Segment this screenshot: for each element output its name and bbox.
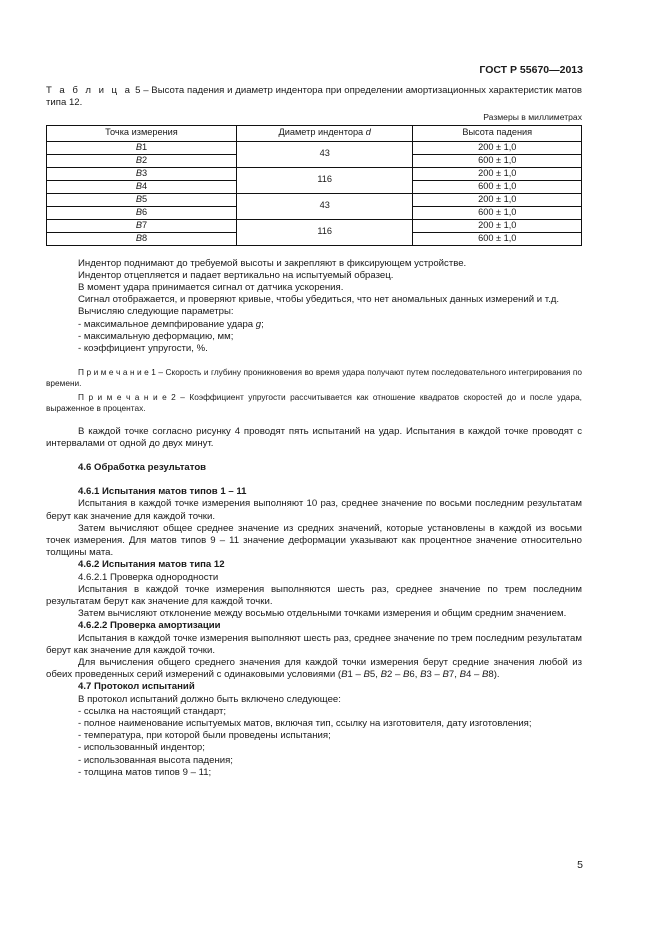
cell-height: 200 ± 1,0 [413, 167, 582, 180]
note-2: П р и м е ч а н и е 2 – Коэффициент упругости рассчитывается как отношение квадратов скоростей до и после удара, выраженное в процентах. [46, 392, 582, 414]
cell-height: 200 ± 1,0 [413, 141, 582, 154]
cell-height: 600 ± 1,0 [413, 232, 582, 245]
table-header-row [47, 125, 582, 141]
section-heading-4-6-2: 4.6.2 Испытания матов типа 12 [78, 559, 225, 571]
standard-header: ГОСТ Р 55670—2013 [479, 64, 583, 76]
cell-point: B5 [47, 193, 237, 206]
list-item: - ссылка на настоящий стандарт; [78, 705, 227, 717]
subsection-heading-4-6-2-1: 4.6.2.1 Проверка однородности [78, 571, 219, 583]
cell-point: B7 [47, 219, 237, 232]
section-heading-4-7: 4.7 Протокол испытаний [78, 681, 195, 693]
col-header-height: Высота падения [413, 125, 582, 141]
cell-height: 600 ± 1,0 [413, 180, 582, 193]
paragraph: Испытания в каждой точке измерения выполняются шесть раз, среднее значение по трем последним результатам берут как значение для каждой точки. [46, 583, 582, 608]
col-header-diameter: Диаметр индентора d [236, 125, 413, 141]
table-5 [46, 125, 582, 246]
page-number: 5 [577, 859, 583, 871]
list-item: - максимальную деформацию, мм; [78, 330, 234, 342]
cell-diameter: 43 [236, 193, 413, 219]
cell-point: B2 [47, 154, 237, 167]
cell-height: 600 ± 1,0 [413, 154, 582, 167]
paragraph: В каждой точке согласно рисунку 4 проводят пять испытаний на удар. Испытания в каждой точке проводят с интервалами от одной до двух минут. [46, 425, 582, 449]
col-header-point: Точка измерения [47, 125, 237, 141]
section-heading-4-6: 4.6 Обработка результатов [78, 462, 207, 474]
list-item: - использованный индентор; [78, 742, 205, 754]
cell-height: 600 ± 1,0 [413, 206, 582, 219]
table-row [47, 193, 582, 206]
section-heading-4-6-1: 4.6.1 Испытания матов типов 1 – 11 [78, 486, 247, 498]
table-caption-prefix: Т а б л и ц а [46, 85, 133, 96]
paragraph: Затем вычисляют общее среднее значение из средних значений, которые установлены в каждой из восьми точек измерения. Для матов типов 9 – 11 значение деформации указывают как процентное значение относительно толщины мата. [46, 522, 582, 559]
paragraph: Сигнал отображается, и проверяют кривые, чтобы убедиться, что нет аномальных данных измерений и т.д. [78, 294, 559, 306]
list-item: - максимальное демпфирование удара g; [78, 318, 264, 330]
list-item: - температура, при которой были проведены испытания; [78, 730, 331, 742]
paragraph: Индентор отцепляется и падает вертикально на испытуемый образец. [78, 269, 394, 281]
cell-diameter: 43 [236, 141, 413, 167]
paragraph: Для вычисления общего среднего значения для каждой точки измерения берут средние значения любой из обеих проведенных серий измерений с одинаковыми условиями (B1 – B5, B2 – B6, B3 – B7, B4 – B8). [46, 657, 582, 681]
paragraph: Испытания в каждой точке измерения выполняют шесть раз, среднее значение по трем последним результатам берут как значение для каждой точки. [46, 632, 582, 656]
note-1: П р и м е ч а н и е 1 – Скорость и глубину проникновения во время удара получают путем последовательного интегрирования по времени. [46, 367, 582, 388]
cell-height: 200 ± 1,0 [413, 219, 582, 232]
list-item: - толщина матов типов 9 – 11; [78, 766, 212, 778]
cell-height: 200 ± 1,0 [413, 193, 582, 206]
list-item: - коэффициент упругости, %. [78, 343, 208, 355]
table-row [47, 141, 582, 154]
table-row [47, 167, 582, 180]
list-item: - использованная высота падения; [78, 754, 233, 766]
cell-point: B8 [47, 232, 237, 245]
table-caption [46, 85, 582, 109]
paragraph: Вычисляю следующие параметры: [78, 306, 234, 318]
paragraph: Испытания в каждой точке измерения выполняют 10 раз, среднее значение по восьми последним результатам берут как значение для каждой точки. [46, 498, 582, 522]
cell-point: B4 [47, 180, 237, 193]
table-caption-text: 5 – Высота падения и диаметр индентора при определении амортизационных характеристик матов типа 12. [46, 85, 582, 109]
cell-diameter: 116 [236, 167, 413, 193]
table-row [47, 219, 582, 232]
cell-diameter: 116 [236, 219, 413, 245]
paragraph: Затем вычисляют отклонение между восьмью отдельными точками измерения и общим средним значением. [78, 608, 567, 620]
paragraph: В момент удара принимается сигнал от датчика ускорения. [78, 282, 344, 294]
cell-point: B1 [47, 141, 237, 154]
page-content [46, 85, 582, 779]
paragraph: Индентор поднимают до требуемой высоты и закрепляют в фиксирующем устройстве. [78, 257, 467, 269]
cell-point: B6 [47, 206, 237, 219]
list-item: - полное наименование испытуемых матов, включая тип, ссылку на изготовителя, дату изготовления; [78, 718, 532, 730]
section-heading-4-6-2-2: 4.6.2.2 Проверка амортизации [78, 620, 221, 632]
cell-point: B3 [47, 167, 237, 180]
paragraph: В протокол испытаний должно быть включено следующее: [78, 693, 341, 705]
table-units: Размеры в миллиметрах [483, 112, 582, 123]
